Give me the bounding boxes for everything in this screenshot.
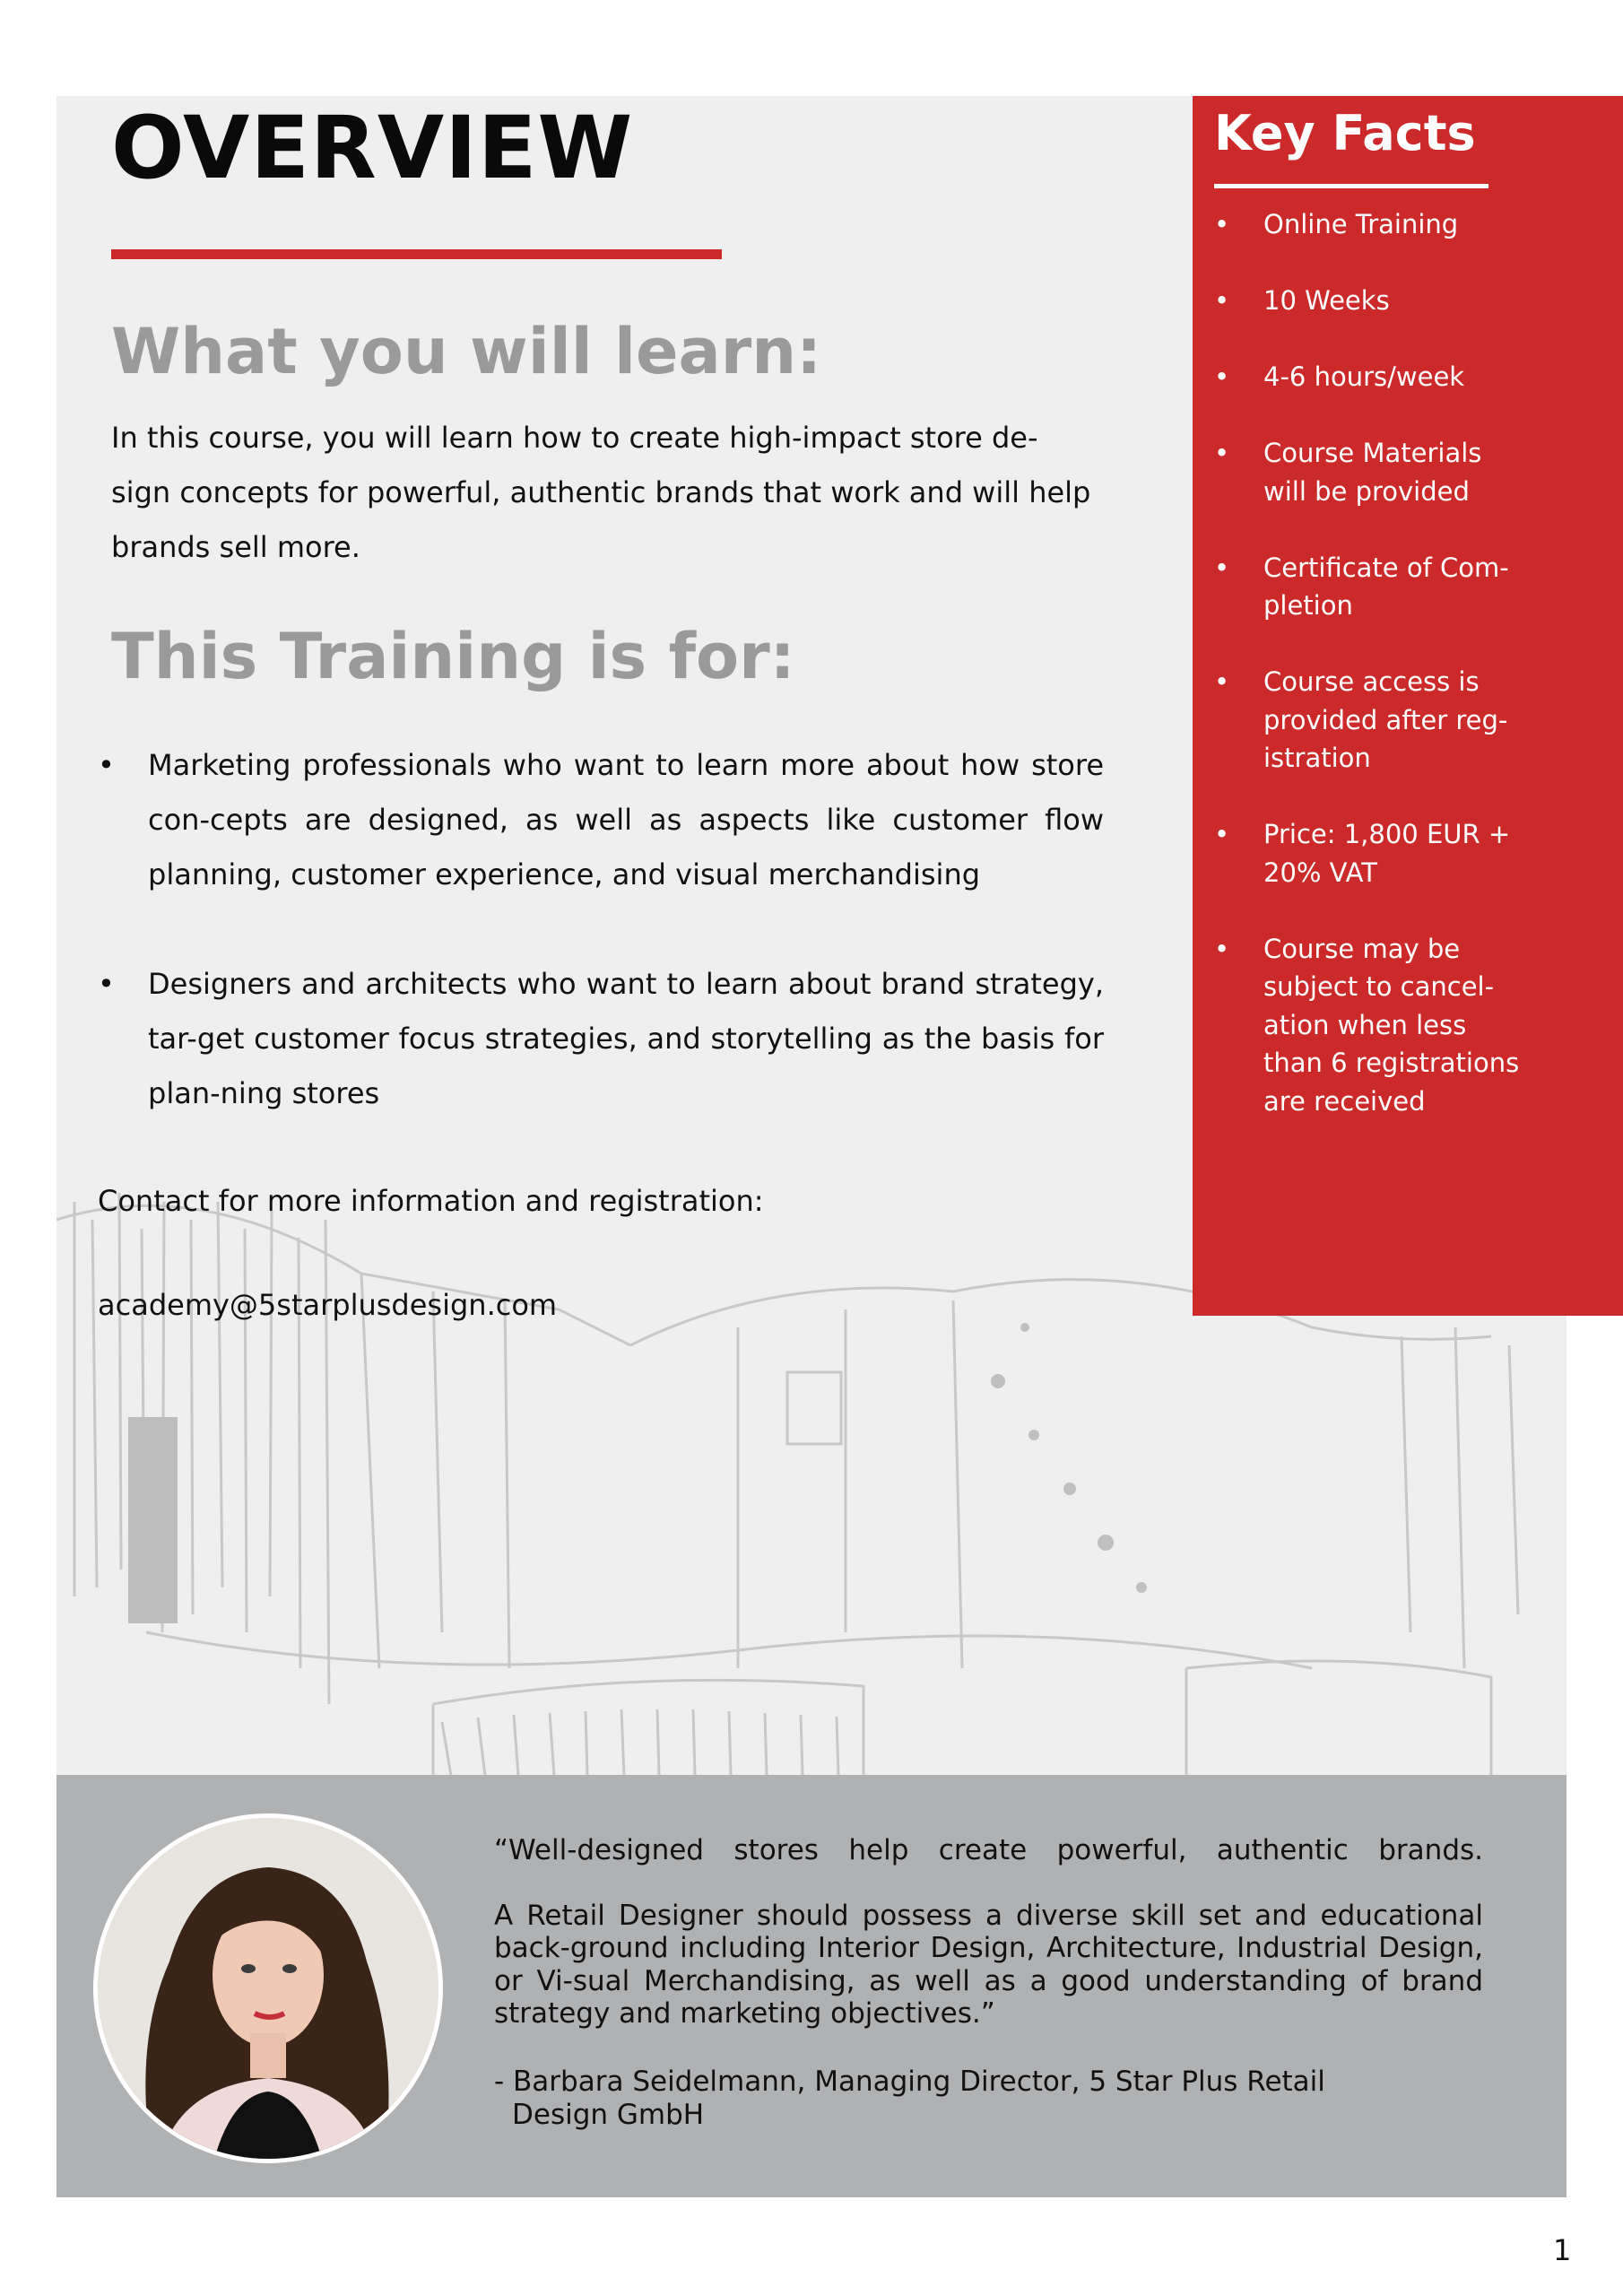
contact-email-link[interactable]: academy@5starplusdesign.com bbox=[98, 1288, 558, 1322]
key-fact-item bbox=[1214, 930, 1609, 1121]
key-fact-item bbox=[1214, 434, 1609, 510]
learn-description bbox=[111, 411, 1098, 575]
audience-item bbox=[94, 957, 1104, 1121]
audience-item bbox=[94, 738, 1104, 902]
contact-label: Contact for more information and registration: bbox=[98, 1184, 764, 1218]
portrait-avatar bbox=[93, 1813, 443, 2163]
key-fact-line: than 6 registrations bbox=[1263, 1048, 1520, 1078]
key-fact-line: ation when less bbox=[1263, 1009, 1467, 1040]
key-fact-line: are received bbox=[1263, 1085, 1426, 1117]
audience-item-text: Designers and architects who want to learn about brand strategy, tar-get customer focus strategies, and storytelling as the basis for plan-ning stores bbox=[148, 967, 1104, 1110]
audience-list bbox=[94, 738, 1104, 1176]
bullet-icon: • bbox=[1214, 819, 1230, 849]
attribution-line: - Barbara Seidelmann, Managing Director, 5 Star Plus Retail bbox=[494, 2066, 1325, 2098]
bullet-icon: • bbox=[1214, 666, 1230, 697]
bullet-icon: • bbox=[1214, 552, 1230, 583]
key-fact-line: 20% VAT bbox=[1263, 857, 1377, 888]
key-fact-item bbox=[1214, 205, 1609, 244]
audience-heading: This Training is for: bbox=[111, 620, 795, 693]
person-portrait-icon bbox=[98, 1818, 438, 2159]
key-fact-item bbox=[1214, 815, 1609, 891]
testimonial-quote bbox=[494, 1834, 1483, 2063]
quote-line: “Well-designed stores help create powerful, authentic brands. bbox=[494, 1834, 1483, 1866]
key-fact-item bbox=[1214, 358, 1609, 396]
key-fact-line: Course may be bbox=[1263, 933, 1461, 964]
key-fact-line: will be provided bbox=[1263, 475, 1470, 507]
title-underline bbox=[111, 249, 722, 259]
key-fact-line: Online Training bbox=[1263, 209, 1459, 239]
bullet-icon: • bbox=[98, 967, 115, 1001]
attribution-line: Design GmbH bbox=[512, 2098, 705, 2131]
key-fact-line: pletion bbox=[1263, 590, 1353, 621]
bullet-icon: • bbox=[1214, 361, 1230, 392]
bullet-icon: • bbox=[1214, 933, 1230, 964]
key-fact-item bbox=[1214, 282, 1609, 320]
quote-attribution bbox=[494, 2066, 1483, 2131]
key-fact-line: subject to cancel- bbox=[1263, 971, 1495, 1002]
key-facts-panel bbox=[1193, 96, 1623, 1316]
bullet-icon: • bbox=[98, 748, 115, 782]
learn-line: brands sell more. bbox=[111, 530, 360, 564]
key-fact-line: Course access is bbox=[1263, 666, 1480, 697]
audience-item-text: Marketing professionals who want to learn more about how store con-cepts are designed, as well as aspects like customer flow planning, customer experience, and visual merchandising bbox=[148, 748, 1104, 891]
key-fact-line: istration bbox=[1263, 743, 1371, 773]
key-facts-title: Key Facts bbox=[1214, 105, 1476, 161]
key-fact-line: 4-6 hours/week bbox=[1263, 361, 1465, 392]
key-fact-item bbox=[1214, 663, 1609, 778]
bullet-icon: • bbox=[1214, 285, 1230, 316]
bullet-icon: • bbox=[1214, 438, 1230, 468]
learn-line: In this course, you will learn how to create high-impact store de- bbox=[111, 421, 1038, 455]
learn-heading: What you will learn: bbox=[111, 315, 822, 388]
page-number: 1 bbox=[1553, 2233, 1572, 2267]
page-title: OVERVIEW bbox=[111, 98, 634, 198]
key-facts-list bbox=[1214, 205, 1609, 1159]
key-fact-line: Price: 1,800 EUR + bbox=[1263, 819, 1511, 849]
learn-line: sign concepts for powerful, authentic brands that work and will help bbox=[111, 475, 1091, 509]
bullet-icon: • bbox=[1214, 209, 1230, 239]
key-facts-underline bbox=[1214, 184, 1488, 188]
key-fact-line: provided after reg- bbox=[1263, 704, 1508, 735]
key-fact-line: Course Materials bbox=[1263, 438, 1482, 468]
quote-paragraph: A Retail Designer should possess a diverse skill set and educational back-ground including Interior Design, Architecture, Industrial Design, or Vi-sual Merchandising, as well as a good understanding of brand strategy and marketing objectives.” bbox=[494, 1899, 1483, 2030]
key-fact-line: 10 Weeks bbox=[1263, 285, 1390, 316]
key-fact-item bbox=[1214, 549, 1609, 625]
key-fact-line: Certificate of Com- bbox=[1263, 552, 1509, 583]
